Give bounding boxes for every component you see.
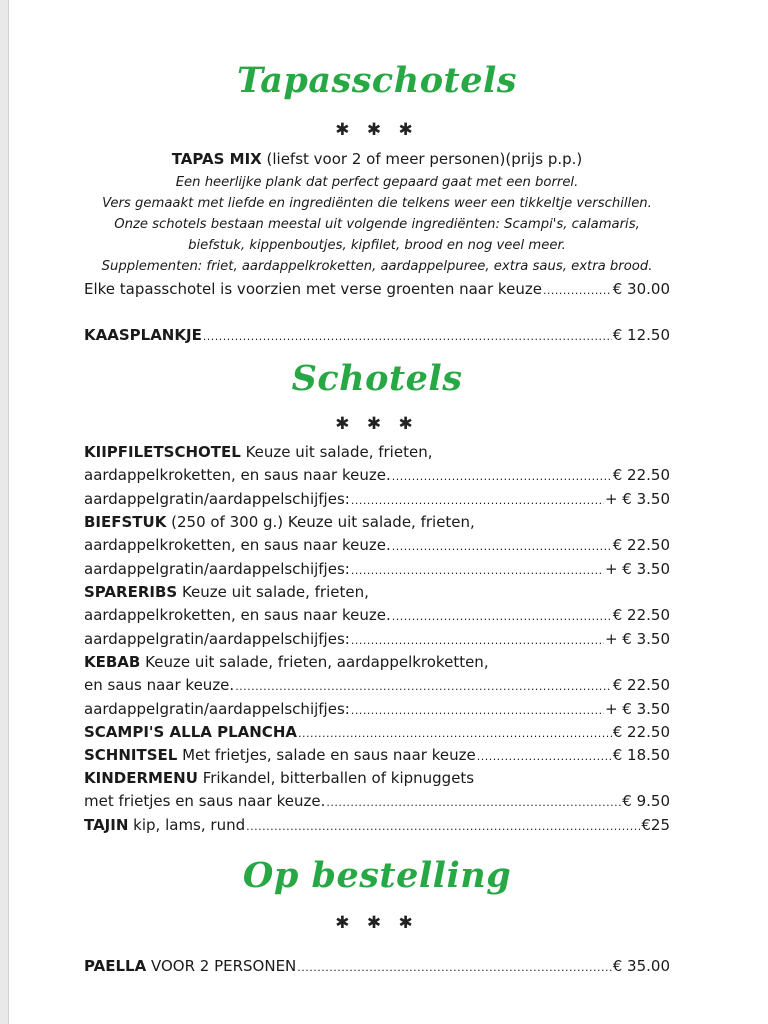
item-biefstuk: BIEFSTUK (250 of 300 g.) Keuze uit salade, frieten, xyxy=(84,513,475,531)
heading-schotels: Schotels xyxy=(291,358,463,399)
item-name: TAJIN xyxy=(84,816,129,834)
price: € 12.50 xyxy=(612,326,670,344)
item-name: KEBAB xyxy=(84,653,141,671)
price: + € 3.50 xyxy=(604,560,670,578)
menu-row: met frietjes en saus naar keuze. ..... € 9.50 xyxy=(84,792,670,810)
tapas-desc-line: Vers gemaakt met liefde en ingrediënten die telkens weer een tikkeltje verschillen. xyxy=(102,196,652,211)
price: + € 3.50 xyxy=(604,700,670,718)
tapas-veg-text: Elke tapasschotel is voorzien met verse groenten naar keuze xyxy=(84,280,542,298)
item-name: SPARERIBS xyxy=(84,583,178,601)
dot-leader xyxy=(392,606,612,624)
price: € 18.50 xyxy=(612,746,670,764)
item-spareribs: SPARERIBS Keuze uit salade, frieten, xyxy=(84,583,369,601)
dot-leader xyxy=(351,630,604,648)
menu-row-supplement: aardappelgratin/aardappelschijfjes: ..... + € 3.50 xyxy=(84,490,670,508)
price: € 30.00 xyxy=(612,280,670,298)
dot-leader xyxy=(351,700,604,718)
item-name: KIIPFILETSCHOTEL xyxy=(84,443,241,461)
price: €25 xyxy=(641,816,670,834)
item-name: BIEFSTUK xyxy=(84,513,167,531)
stars-divider-icon: ✱ ✱ ✱ xyxy=(335,120,419,140)
menu-row-tajin: TAJIN kip, lams, rund ..... €25 xyxy=(84,816,670,834)
menu-row: en saus naar keuze. ..... € 22.50 xyxy=(84,676,670,694)
heading-op-bestelling: Op bestelling xyxy=(242,855,512,896)
tapas-mix-title xyxy=(84,150,670,168)
price: + € 3.50 xyxy=(604,630,670,648)
dot-leader xyxy=(351,490,604,508)
price: € 35.00 xyxy=(612,957,670,975)
menu-row-supplement: aardappelgratin/aardappelschijfjes: ..... + € 3.50 xyxy=(84,560,670,578)
page-edge xyxy=(0,0,9,1024)
dot-leader xyxy=(203,326,612,344)
price: € 22.50 xyxy=(612,676,670,694)
tapas-desc-line: Supplementen: friet, aardappelkroketten, aardappelpuree, extra saus, extra brood. xyxy=(101,259,653,274)
price: € 9.50 xyxy=(622,792,670,810)
stars-divider-icon: ✱ ✱ ✱ xyxy=(335,913,419,933)
menu-row-scampis xyxy=(84,723,670,741)
item-kebab: KEBAB Keuze uit salade, frieten, aardappelkroketten, xyxy=(84,653,489,671)
dot-leader xyxy=(543,280,612,298)
menu-row-schnitsel: SCHNITSEL Met frietjes, salade en saus naar keuze ..... € 18.50 xyxy=(84,746,670,764)
dot-leader xyxy=(392,536,612,554)
menu-row-tapas-price xyxy=(84,280,670,298)
item-name: SCAMPI'S ALLA PLANCHA xyxy=(84,723,297,741)
tapas-mix-note: (liefst voor 2 of meer personen)(prijs p.p.) xyxy=(261,150,583,168)
item-name: PAELLA xyxy=(84,957,147,975)
dot-leader xyxy=(246,816,640,834)
item-name: SCHNITSEL xyxy=(84,746,178,764)
dot-leader xyxy=(297,957,611,975)
menu-row-supplement: aardappelgratin/aardappelschijfjes: ..... + € 3.50 xyxy=(84,700,670,718)
menu-row-paella: PAELLA VOOR 2 PERSONEN ..... € 35.00 xyxy=(84,957,670,975)
menu-row: aardappelkroketten, en saus naar keuze. ..... € 22.50 xyxy=(84,606,670,624)
tapas-mix-name: TAPAS MIX xyxy=(171,150,262,168)
dot-leader xyxy=(351,560,604,578)
item-kiipfiletschotel: KIIPFILETSCHOTEL Keuze uit salade, frieten, xyxy=(84,443,433,461)
stars-divider-icon: ✱ ✱ ✱ xyxy=(335,414,419,434)
item-kindermenu: KINDERMENU Frikandel, bitterballen of kipnuggets xyxy=(84,769,475,787)
dot-leader xyxy=(392,466,612,484)
tapas-desc-line: Een heerlijke plank dat perfect gepaard gaat met een borrel. xyxy=(175,175,579,190)
dot-leader xyxy=(477,746,612,764)
price: € 22.50 xyxy=(612,466,670,484)
tapas-desc-line: Onze schotels bestaan meestal uit volgende ingrediënten: Scampi's, calamaris, xyxy=(114,217,640,232)
menu-row: aardappelkroketten, en saus naar keuze. ..... € 22.50 xyxy=(84,536,670,554)
price: € 22.50 xyxy=(612,723,670,741)
dot-leader xyxy=(235,676,612,694)
dot-leader xyxy=(298,723,612,741)
price: € 22.50 xyxy=(612,606,670,624)
menu-row: aardappelkroketten, en saus naar keuze. ..... € 22.50 xyxy=(84,466,670,484)
price: € 22.50 xyxy=(612,536,670,554)
item-name: KAASPLANKJE xyxy=(84,326,202,344)
tapas-desc-line: biefstuk, kippenboutjes, kipfilet, brood en nog veel meer. xyxy=(188,238,566,253)
menu-row-kaasplankje xyxy=(84,326,670,344)
menu-row-supplement: aardappelgratin/aardappelschijfjes: ..... + € 3.50 xyxy=(84,630,670,648)
heading-tapasschotels: Tapasschotels xyxy=(237,60,517,101)
dot-leader xyxy=(326,792,621,810)
item-name: KINDERMENU xyxy=(84,769,198,787)
price: + € 3.50 xyxy=(604,490,670,508)
